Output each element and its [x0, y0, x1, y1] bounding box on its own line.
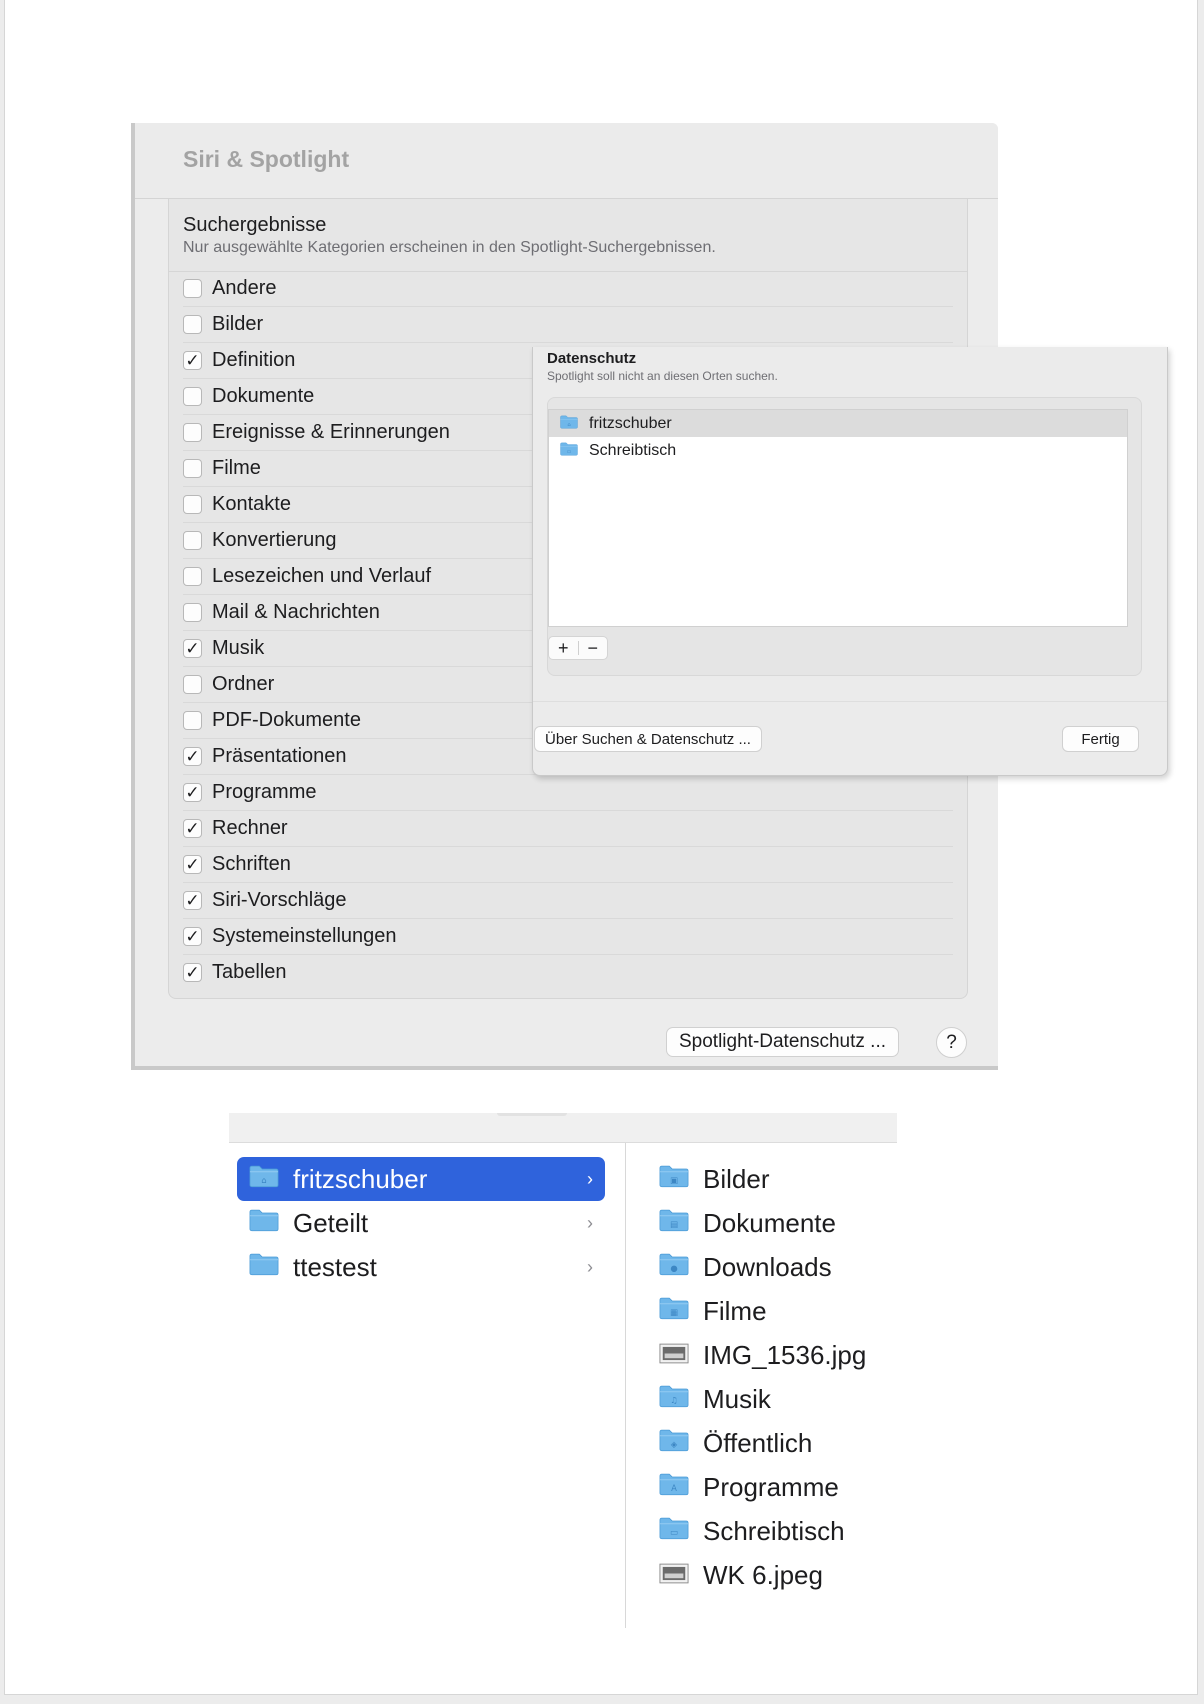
category-checkbox[interactable]: ✓ [183, 891, 202, 910]
item-label: Filme [703, 1295, 767, 1326]
category-row [183, 775, 953, 811]
remove-location-button[interactable]: − [587, 638, 598, 658]
item-label: Schreibtisch [703, 1515, 845, 1546]
document-page [4, 0, 1198, 1695]
category-checkbox[interactable]: ✓ [183, 927, 202, 946]
category-checkbox[interactable]: ✓ [183, 855, 202, 874]
add-remove-control [548, 636, 608, 660]
category-label: Siri-Vorschläge [212, 889, 347, 911]
privacy-location-item[interactable] [549, 410, 1127, 437]
finder-column-view [229, 1113, 897, 1628]
privacy-location-list [548, 409, 1128, 627]
category-row [183, 883, 953, 919]
category-checkbox[interactable] [183, 711, 202, 730]
category-label: Filme [212, 457, 261, 479]
desktop-folder-icon [560, 441, 578, 461]
category-checkbox[interactable] [183, 495, 202, 514]
item-label: Downloads [703, 1251, 832, 1282]
item-label: Musik [703, 1383, 771, 1414]
finder-item[interactable] [659, 1421, 889, 1465]
svg-text:▤: ▤ [670, 1219, 678, 1229]
svg-text:♫: ♫ [670, 1395, 678, 1405]
privacy-sheet [532, 347, 1168, 776]
category-label: Ereignisse & Erinnerungen [212, 421, 450, 443]
finder-item[interactable] [659, 1245, 889, 1289]
chevron-right-icon: › [587, 1212, 593, 1233]
category-checkbox[interactable] [183, 675, 202, 694]
done-button[interactable]: Fertig [1062, 726, 1139, 752]
category-row [183, 955, 953, 990]
svg-text:◈: ◈ [670, 1439, 678, 1449]
finder-item[interactable] [659, 1201, 889, 1245]
home-folder-icon [249, 1163, 279, 1195]
spotlight-privacy-button[interactable]: Spotlight-Datenschutz ... [666, 1027, 899, 1057]
section-title: Suchergebnisse [183, 214, 327, 236]
category-row [183, 847, 953, 883]
location-label: fritzschuber [589, 414, 672, 432]
category-label: Definition [212, 349, 296, 371]
item-label: Dokumente [703, 1207, 836, 1238]
svg-text:▦: ▦ [670, 1307, 678, 1317]
item-label: IMG_1536.jpg [703, 1339, 867, 1370]
finder-item[interactable] [659, 1553, 889, 1597]
svg-text:⌂: ⌂ [567, 421, 571, 428]
category-checkbox[interactable]: ✓ [183, 639, 202, 658]
category-label: Rechner [212, 817, 288, 839]
section-subtitle: Nur ausgewählte Kategorien erscheinen in den Spotlight-Suchergebnissen. [183, 239, 716, 256]
image-file-icon [659, 1340, 689, 1371]
category-label: Bilder [212, 313, 264, 335]
category-checkbox[interactable] [183, 387, 202, 406]
category-checkbox[interactable] [183, 603, 202, 622]
finder-item[interactable] [659, 1157, 889, 1201]
category-checkbox[interactable] [183, 567, 202, 586]
category-label: Präsentationen [212, 745, 347, 767]
svg-text:▣: ▣ [670, 1175, 678, 1185]
finder-folder-item[interactable] [237, 1201, 605, 1245]
privacy-subtitle: Spotlight soll nicht an diesen Orten suchen. [547, 369, 778, 383]
divider [533, 701, 1167, 702]
tab-handle [497, 1113, 567, 1116]
category-label: Schriften [212, 853, 291, 875]
category-checkbox[interactable]: ✓ [183, 819, 202, 838]
movies-folder-icon [659, 1295, 689, 1327]
pictures-folder-icon [659, 1163, 689, 1195]
svg-text:▭: ▭ [566, 448, 572, 455]
category-checkbox[interactable]: ✓ [183, 963, 202, 982]
category-row [183, 811, 953, 847]
folder-label: fritzschuber [293, 1163, 428, 1194]
public-folder-icon [659, 1427, 689, 1459]
downloads-folder-icon [659, 1251, 689, 1283]
category-row [183, 307, 953, 343]
category-label: Musik [212, 637, 265, 659]
category-label: Kontakte [212, 493, 291, 515]
finder-folder-item[interactable] [237, 1245, 605, 1289]
image-file-icon [659, 1560, 689, 1591]
category-row [183, 919, 953, 955]
finder-item[interactable] [659, 1465, 889, 1509]
finder-item[interactable] [659, 1377, 889, 1421]
category-label: PDF-Dokumente [212, 709, 361, 731]
chevron-right-icon: › [587, 1168, 593, 1189]
finder-item[interactable] [659, 1289, 889, 1333]
panel-title: Siri & Spotlight [183, 146, 350, 172]
category-checkbox[interactable] [183, 279, 202, 298]
category-label: Andere [212, 277, 277, 299]
about-search-privacy-button[interactable]: Über Suchen & Datenschutz ... [534, 726, 762, 752]
category-label: Lesezeichen und Verlauf [212, 565, 432, 587]
folder-icon [249, 1207, 279, 1239]
folder-icon [249, 1251, 279, 1283]
home-folder-icon [560, 414, 578, 434]
category-label: Programme [212, 781, 317, 803]
category-label: Ordner [212, 673, 275, 695]
documents-folder-icon [659, 1207, 689, 1239]
music-folder-icon [659, 1383, 689, 1415]
help-button[interactable]: ? [936, 1027, 967, 1058]
category-label: Mail & Nachrichten [212, 601, 380, 623]
svg-text:●: ● [670, 1263, 678, 1273]
finder-folder-item[interactable] [237, 1157, 605, 1201]
privacy-locations-group [547, 397, 1142, 676]
folder-label: Geteilt [293, 1207, 369, 1238]
category-row [183, 271, 953, 307]
svg-text:A: A [671, 1483, 677, 1493]
privacy-title: Datenschutz [547, 350, 637, 367]
desktop-folder-icon [659, 1515, 689, 1547]
category-checkbox[interactable]: ✓ [183, 351, 202, 370]
item-label: Öffentlich [703, 1427, 813, 1458]
finder-toolbar [229, 1113, 897, 1143]
location-label: Schreibtisch [589, 441, 677, 459]
category-label: Systemeinstellungen [212, 925, 397, 947]
category-label: Konvertierung [212, 529, 337, 551]
privacy-location-item[interactable] [549, 437, 1127, 464]
finder-item[interactable] [659, 1509, 889, 1553]
item-label: Programme [703, 1471, 839, 1502]
category-label: Dokumente [212, 385, 315, 407]
folder-label: ttestest [293, 1251, 377, 1282]
item-label: Bilder [703, 1163, 770, 1194]
category-checkbox[interactable] [183, 423, 202, 442]
applications-folder-icon [659, 1471, 689, 1503]
panel-header [135, 123, 998, 199]
svg-text:▭: ▭ [670, 1527, 678, 1537]
category-checkbox[interactable] [183, 315, 202, 334]
category-checkbox[interactable] [183, 459, 202, 478]
category-checkbox[interactable]: ✓ [183, 747, 202, 766]
category-label: Tabellen [212, 961, 287, 983]
finder-item[interactable] [659, 1333, 889, 1377]
category-checkbox[interactable] [183, 531, 202, 550]
item-label: WK 6.jpeg [703, 1559, 823, 1590]
chevron-right-icon: › [587, 1256, 593, 1277]
add-location-button[interactable]: + [557, 638, 569, 658]
category-checkbox[interactable]: ✓ [183, 783, 202, 802]
column-divider[interactable] [625, 1143, 626, 1628]
svg-text:⌂: ⌂ [261, 1175, 267, 1185]
